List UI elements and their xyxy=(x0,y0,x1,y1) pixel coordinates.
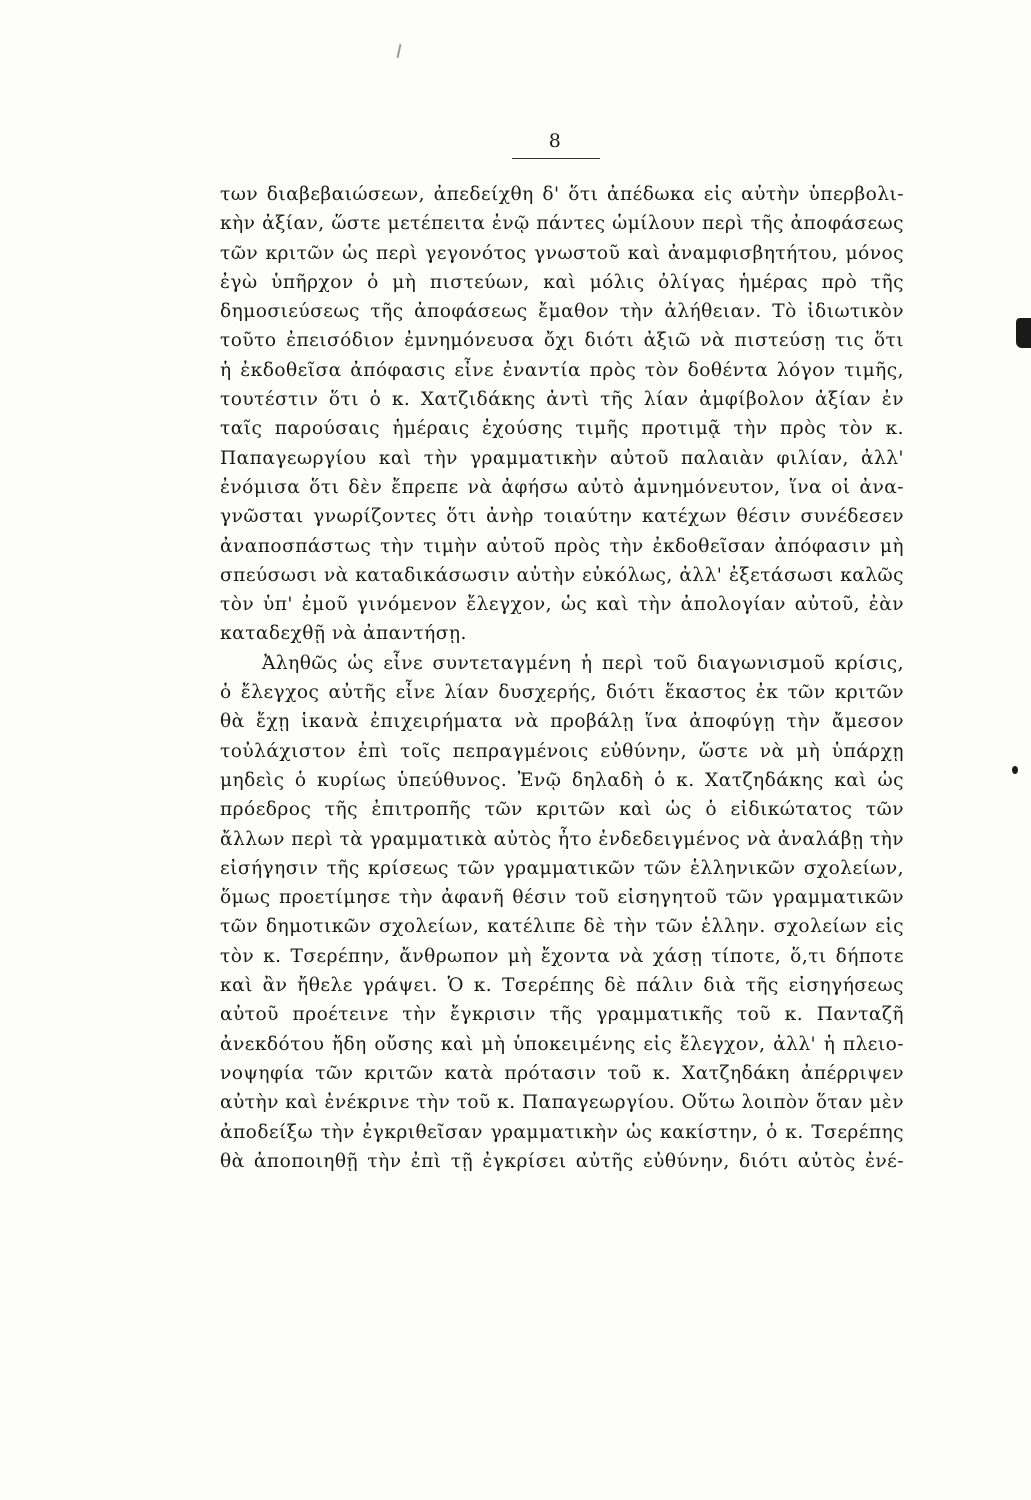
header-rule xyxy=(512,158,600,159)
text-line: τοῦτο ἐπεισόδιον ἐμνημόνευσα ὄχι διότι ἀξιῶ νὰ πιστεύσῃ τις ὅτι xyxy=(220,330,904,352)
text-line: ὅμως προετίμησε τὴν ἀφανῆ θέσιν τοῦ εἰσηγητοῦ τῶν γραμματικῶν xyxy=(220,887,904,909)
text-line: θὰ ἔχῃ ἱκανὰ ἐπιχειρήματα νὰ προβάλῃ ἵνα ἀποφύγῃ τὴν ἄμεσον xyxy=(220,711,904,733)
text-line: πρόεδρος τῆς ἐπιτροπῆς τῶν κριτῶν καὶ ὡς ὁ εἰδικώτατος τῶν xyxy=(220,799,904,821)
text-line: τουτέστιν ὅτι ὁ κ. Χατζιδάκης ἀντὶ τῆς λίαν ἀμφίβολον ἀξίαν ἐν xyxy=(220,389,904,411)
text-line: εἰσήγησιν τῆς κρίσεως τῶν γραμματικῶν τῶν ἑλληνικῶν σχολείων, xyxy=(220,857,904,879)
text-line: ἄλλων περὶ τὰ γραμματικὰ αὐτὸς ἦτο ἐνδεδειγμένος νὰ ἀναλάβῃ τὴν xyxy=(220,828,904,850)
body-text xyxy=(220,180,904,1176)
page-number: 8 xyxy=(548,130,562,152)
text-line: ἀποδείξω τὴν ἐγκριθεῖσαν γραμματικὴν ὡς κακίστην, ὁ κ. Τσερέπης xyxy=(220,1121,904,1143)
text-line: αὐτὴν καὶ ἐνέκρινε τὴν τοῦ κ. Παπαγεωργίου. Οὕτω λοιπὸν ὅταν μὲν xyxy=(220,1092,904,1114)
text-line: ἐνόμισα ὅτι δὲν ἔπρεπε νὰ ἀφήσω αὐτὸ ἀμνημόνευτον, ἵνα οἱ ἀνα- xyxy=(220,476,904,498)
text-line: τὸν ὑπ' ἐμοῦ γινόμενον ἔλεγχον, ὡς καὶ τὴν ἀπολογίαν αὐτοῦ, ἐὰν xyxy=(220,594,904,616)
text-line: σπεύσωσι νὰ καταδικάσωσιν αὐτὴν εὐκόλως, ἀλλ' ἐξετάσωσι καλῶς xyxy=(220,564,904,586)
text-line: ταῖς παρούσαις ἡμέραις ἐχούσης τιμῆς προτιμᾷ τὴν πρὸς τὸν κ. xyxy=(220,418,904,440)
text-line: ὁ ἔλεγχος αὐτῆς εἶνε λίαν δυσχερής, διότι ἕκαστος ἐκ τῶν κριτῶν xyxy=(220,682,904,704)
text-line: δημοσιεύσεως τῆς ἀποφάσεως ἔμαθον τὴν ἀλήθειαν. Τὸ ἰδιωτικὸν xyxy=(220,301,904,323)
text-line: τοὐλάχιστον ἐπὶ τοῖς πεπραγμένοις εὐθύνην, ὥστε νὰ μὴ ὑπάρχῃ xyxy=(220,740,904,762)
text-line: ἀνεκδότου ἤδη οὔσης καὶ μὴ ὑποκειμένης εἰς ἔλεγχον, ἀλλ' ἡ πλειο- xyxy=(220,1033,904,1055)
text-line: κὴν ἀξίαν, ὥστε μετέπειτα ἐνῷ πάντες ὡμίλουν περὶ τῆς ἀποφάσεως xyxy=(220,213,904,235)
margin-ink-dot xyxy=(1012,766,1018,774)
text-line: νοψηφία τῶν κριτῶν κατὰ πρότασιν τοῦ κ. Χατζηδάκη ἀπέρριψεν xyxy=(220,1062,904,1084)
text-line: των διαβεβαιώσεων, ἀπεδείχθη δ' ὅτι ἀπέδωκα εἰς αὐτὴν ὑπερβολι- xyxy=(220,184,904,205)
text-line: ἡ ἐκδοθεῖσα ἀπόφασις εἶνε ἐναντία πρὸς τὸν δοθέντα λόγον τιμῆς, xyxy=(220,359,904,381)
text-line: τῶν δημοτικῶν σχολείων, κατέλιπε δὲ τὴν τῶν ἑλλην. σχολείων εἰς xyxy=(220,916,904,938)
text-line: ἐγὼ ὑπῆρχον ὁ μὴ πιστεύων, καὶ μόλις ὀλίγας ἡμέρας πρὸ τῆς xyxy=(220,271,904,293)
text-line: ἀναποσπάστως τὴν τιμὴν αὐτοῦ πρὸς τὴν ἐκδοθεῖσαν ἀπόφασιν μὴ xyxy=(220,535,904,557)
paragraph-start-line: Ἀληθῶς ὡς εἶνε συντεταγμένη ἡ περὶ τοῦ διαγωνισμοῦ κρίσις, xyxy=(262,652,904,674)
text-line: καὶ ἂν ἤθελε γράψει. Ὁ κ. Τσερέπης δὲ πάλιν διὰ τῆς εἰσηγήσεως xyxy=(220,975,904,997)
text-line: τῶν κριτῶν ὡς περὶ γεγονότος γνωστοῦ καὶ ἀναμφισβητήτου, μόνος xyxy=(220,242,904,264)
text-line: Παπαγεωργίου καὶ τὴν γραμματικὴν αὐτοῦ παλαιὰν φιλίαν, ἀλλ' xyxy=(220,447,904,469)
paper-speck xyxy=(397,44,402,58)
text-line: τὸν κ. Τσερέπην, ἄνθρωπον μὴ ἔχοντα νὰ χάσῃ τίποτε, ὅ,τι δήποτε xyxy=(220,945,904,967)
margin-ink-mark xyxy=(1016,318,1031,348)
text-line: θὰ ἀποποιηθῇ τὴν ἐπὶ τῇ ἐγκρίσει αὐτῆς εὐθύνην, διότι αὐτὸς ἐνέ- xyxy=(220,1150,904,1172)
text-line: γνῶσται γνωρίζοντες ὅτι ἀνὴρ τοιαύτην κατέχων θέσιν συνέδεσεν xyxy=(220,506,904,528)
paragraph-end-line: καταδεχθῇ νὰ ἀπαντήσῃ. xyxy=(220,623,467,645)
text-line: μηδεὶς ὁ κυρίως ὑπεύθυνος. Ἐνῷ δηλαδὴ ὁ κ. Χατζηδάκης καὶ ὡς xyxy=(220,769,904,791)
text-line: αὐτοῦ προέτεινε τὴν ἔγκρισιν τῆς γραμματικῆς τοῦ κ. Πανταζῆ xyxy=(220,1004,904,1026)
